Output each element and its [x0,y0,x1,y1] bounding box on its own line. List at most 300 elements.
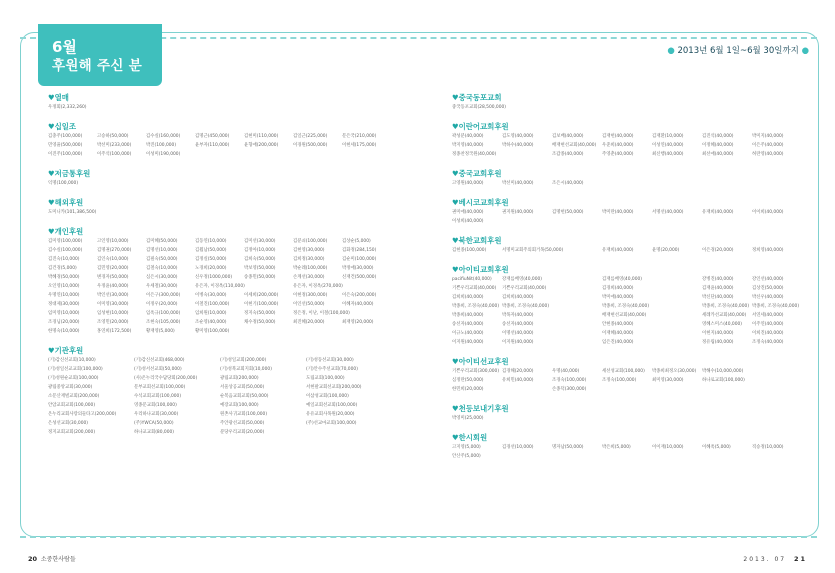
donor-entry: 도미니카(101,386,500) [48,210,97,215]
donor-entry: 문은국(210,000) [342,134,377,139]
donor-entry: 이병숙(30,000) [195,293,227,298]
section-heading: ♥기관후원 [48,346,84,355]
donor-entry: 김경희(40,000) [602,286,634,291]
donor-entry: (기)성북교회지회(10,000) [220,367,272,372]
donor-entry: 정대제(30,000) [48,302,80,307]
donor-entry: 송선자(40,000) [452,322,484,327]
donor-section [452,235,802,255]
donor-entry: 김수실(160,000) [146,134,181,139]
section-heading: ♥한시회원 [452,433,488,442]
section-heading: ♥베시코교회후원 [452,198,509,207]
donor-entry: 기쁜우리교회(40,000) [452,286,497,291]
donor-entry: 김건경(5,000) [48,266,77,271]
donor-entry: 신우정(1000,000) [195,275,233,280]
donor-entry: 조정숙(100,000) [602,378,637,383]
donor-section [452,168,802,188]
donor-entry: 김정아(10,000) [244,248,276,253]
donor-entry [652,311,702,320]
donor-entry [552,311,602,320]
donor-entry: 김재윤(40,000) [702,286,734,291]
donor-entry: 김재를배영(40,000) [602,277,642,282]
donor-entry: 최재영(20,000) [342,320,374,325]
donor-entry: 채수정(50,000) [244,320,276,325]
donor-entry: (기)성일교회(200,000) [220,358,267,363]
donor-entry: 우리하나교회(30,000) [134,412,179,417]
donor-entry [552,329,602,338]
donor-entry: 서명미교회주의회거목(50,000) [502,248,564,253]
section-heading: ♥저금통후원 [48,169,91,178]
donor-entry: 고지영(5,000) [452,445,481,450]
donor-entry [552,302,602,311]
donor-entry: 김현종(100,000) [452,248,487,253]
section-heading: ♥아이티선교후원 [452,357,509,366]
donor-entry [652,329,702,338]
donor-entry: 명자남(50,000) [552,445,584,450]
title-text: 후원해 주신 분 [52,58,143,74]
donor-entry: 임희원(10,000) [195,311,227,316]
donor-entry: 이희진(40,000) [752,331,784,336]
donor-entry: 조경숙(100,000) [552,378,587,383]
donor-entry: 박종희, 조경숙(40,000) [752,304,800,309]
donor-entry: 이명선(40,000) [502,331,534,336]
donor-entry: 우세철(30,000) [146,284,178,289]
left-column [48,92,393,446]
donor-entry [552,338,602,347]
donor-entry: 강재를배영(40,000) [502,277,542,282]
donor-list [452,179,802,188]
donor-entry: 박보영(50,000) [244,266,276,271]
donor-entry: 기쁜우리교회(40,000) [502,286,547,291]
donor-entry: 김진석(40,000) [702,134,734,139]
donor-entry: (사)온누리국수담당회(200,000) [134,376,198,381]
donor-entry: 박지영(40,000) [452,143,484,148]
section-heading: ♥이란어교회후원 [452,122,509,131]
donor-entry [652,320,702,329]
donor-entry: 예장교회(100,000) [220,403,259,408]
donor-entry: 최선애(40,000) [702,152,734,157]
donor-entry: 고인영(10,000) [97,239,129,244]
period-bullet-icon: ● [801,46,809,56]
donor-entry: 박미애(40,000) [602,295,634,300]
donor-entry: 조영민(20,000) [97,320,129,325]
donor-entry: 유희민(40,000) [502,378,534,383]
donor-entry [552,293,602,302]
donor-entry: 박종희, 조경숙(40,000) [702,304,750,309]
donor-entry: 이혜옥(5,000) [702,445,731,450]
donor-entry: 정희영(40,000) [752,248,784,253]
donor-entry: 우명(40,000) [552,369,580,374]
donor-entry: 원촌사귀교회(100,000) [220,412,268,417]
donor-entry: 김분쇠(100,000) [293,239,328,244]
donor-entry: 조갑종(40,000) [552,152,584,157]
donor-list [48,179,393,188]
donor-entry [502,150,552,159]
donor-entry: 박종희, 조경숙(40,000) [452,304,500,309]
donor-entry: 정종찬정국원(40,000) [452,152,497,157]
donor-entry: 임은진(40,000) [602,340,634,345]
section-heading: ♥천등보내기후원 [452,404,509,413]
donor-entry: 이재혜(40,000) [602,331,634,336]
bottom-dashed-border [20,536,817,538]
donor-entry: 이이희(40,000) [752,210,784,215]
donor-entry: 김현영(30,000) [293,248,325,253]
section-heading: ♥북한교회후원 [452,236,502,245]
donor-entry: 박미란(40,000) [602,210,634,215]
donor-entry: 심정란(50,000) [452,378,484,383]
donor-entry: 배재현선교회(40,000) [602,313,647,318]
donor-entry: 조은시(40,000) [552,181,584,186]
donor-entry: 이규노(40,000) [452,331,484,336]
donor-entry: 안암교회교회(100,000) [48,403,96,408]
donor-entry: 안산주(5,000) [452,454,481,459]
donor-entry: 김재환(10,000) [652,134,684,139]
donor-entry [552,246,602,255]
donor-entry: 이미영(30,000) [97,302,129,307]
donor-entry: 하나교교회(80,000) [134,430,174,435]
donor-entry [342,309,391,318]
donor-entry: 한민희(20,000) [452,387,484,392]
donor-entry: 최미영(30,000) [652,378,684,383]
donor-entry: 소문산재벌교회(200,000) [48,394,100,399]
donor-entry: 박혜경(50,000) [48,275,80,280]
donor-section [48,168,393,188]
donor-entry: 김경해(20,000) [502,369,534,374]
donor-entry: 윤부자(110,000) [195,143,230,148]
donor-entry: 정지숙(50,000) [244,311,276,316]
section-heading: ♥아이티교회후원 [452,265,509,274]
donor-entry: (기)성동선교회(30,000) [306,358,354,363]
donor-entry: 서연세(40,000) [752,313,784,318]
donor-entry: 세선성교회(100,000) [602,369,645,374]
donor-entry: 김경선(10,000) [502,445,534,450]
donor-entry: 이인선(50,000) [293,302,325,307]
donor-entry: 안현종(40,000) [602,322,634,327]
donor-entry: 황재영(5,000) [146,329,175,334]
donor-entry: 김순미(100,000) [342,257,377,262]
donor-entry: 김희희(40,000) [502,295,534,300]
donor-entry: 박순례(100,000) [293,266,328,271]
donor-entry: 김미혜(50,000) [146,239,178,244]
donor-entry: 김수실(100,000) [48,248,83,253]
donor-entry: 김재헌(40,000) [602,134,634,139]
donor-entry: 이성미(190,000) [146,152,181,157]
donor-entry [652,284,702,293]
donor-entry: 노경희(20,000) [195,266,227,271]
donor-entry: 도림교회(100,000) [306,376,345,381]
donor-entry: 영혜스미스(40,000) [702,322,742,327]
donor-entry: 우명연(10,000) [48,293,80,298]
donor-entry: 권미애(40,000) [452,210,484,215]
donor-entry: 김진숙(10,000) [48,257,80,262]
period-text: 2013년 6월 1일~6월 30일까지 [677,46,799,56]
title-box [38,24,162,86]
donor-entry: 이은경(20,000) [702,248,734,253]
donor-entry [652,293,702,302]
donor-section [452,432,802,461]
page-number-left: 20 [28,555,38,563]
donor-entry: 중국동포교회(28,500,000) [452,105,507,110]
donor-entry: 박선미(40,000) [502,181,534,186]
donor-entry: 윤형애(200,000) [244,143,279,148]
donor-entry: 민영율(500,000) [48,143,83,148]
donor-entry: 김충주(100,000) [48,134,83,139]
donor-entry: 이세희(200,000) [244,293,279,298]
donor-entry: 이현기(100,000) [244,302,279,307]
donor-list [452,414,802,423]
donor-entry: 김화정(284,150) [342,248,377,253]
donor-entry: 이이재(10,000) [652,445,684,450]
donor-entry: 유은자, 이경옥(110,000) [195,284,245,289]
donor-entry: 이정혜(40,000) [702,143,734,148]
page-number-right: 21 [793,555,807,563]
donor-entry: 김도영(40,000) [502,134,534,139]
footer-right [743,555,807,563]
donor-list [452,208,802,226]
donor-entry: (기)성서선교회(50,000) [134,367,182,372]
donor-entry: 김일근(225,000) [293,134,328,139]
donor-entry: 김희숙(50,000) [244,257,276,262]
donor-entry: (기)성일선교교회(100,000) [48,367,103,372]
donor-section [452,92,802,112]
donor-entry: 서울상공교회(50,000) [220,385,265,390]
donor-entry [502,385,552,394]
donor-entry: 신재건(500,000) [342,275,377,280]
donor-entry: 윤명(20,000) [652,248,680,253]
donor-entry: 박해수(10,000,000) [702,369,744,374]
donor-entry: 김정실(50,000) [195,257,227,262]
section-heading: ♥해외후원 [48,198,84,207]
donor-entry: 박신단(40,000) [702,295,734,300]
donor-entry: 박인선(30,000) [97,293,129,298]
donor-entry: 분당우리교회(20,000) [220,430,265,435]
donor-entry: 강인선(40,000) [752,277,784,282]
donor-entry: 박목자(40,000) [502,313,534,318]
donor-entry: 박신우(40,000) [752,295,784,300]
donor-entry: 조순영(40,000) [195,320,227,325]
donor-entry: 유유교회사목원(20,000) [306,412,355,417]
donor-entry: 조경님(20,000) [48,320,80,325]
donor-entry: 우준희(40,000) [602,143,634,148]
donor-entry: 박종희, 조경숙(40,000) [602,304,650,309]
donor-entry: 이진주(100,000) [48,152,83,157]
donor-entry: 순복음교회교회(50,000) [220,394,269,399]
donor-entry: 이지원(40,000) [502,340,534,345]
donor-entry: 김현미(110,000) [244,134,279,139]
donor-entry: (기)감신선교회(468,000) [134,358,185,363]
donor-entry: 이은구(300,000) [146,293,181,298]
donor-entry: 박영미(25,000) [452,416,484,421]
donor-list [452,103,802,112]
donor-list [48,132,393,159]
donor-entry: 세례카선교회(40,000) [702,313,747,318]
donor-entry: 고영원(40,000) [452,181,484,186]
donor-entry: 허란영(40,000) [752,152,784,157]
donor-entry: 김미영(100,000) [48,239,83,244]
donor-entry: 박종희, 조경숙(40,000) [502,304,550,309]
donor-entry: 정지교회교회(200,000) [48,430,96,435]
donor-list [452,275,802,347]
donor-entry: 김월남(50,000) [195,248,227,253]
donor-entry: 조정숙(40,000) [752,340,784,345]
donor-entry: 이성희(40,000) [452,219,484,224]
section-heading: ♥중국동포교회 [452,93,502,102]
donor-section [452,403,802,423]
donor-entry: 이주석(100,000) [97,152,132,157]
donor-entry: 김철숙(10,000) [146,266,178,271]
donor-list [452,246,802,255]
section-heading: ♥십일조 [48,122,77,131]
donor-entry: 김명선(10,000) [146,248,178,253]
title-month: 6월 [52,38,77,56]
donor-entry: 기쁜우리교회(300,000) [452,369,500,374]
donor-entry: 서현팔교회선교회(200,000) [306,385,362,390]
donor-section [452,356,802,394]
donor-entry: 임성현(10,000) [97,311,129,316]
donor-section [48,92,393,112]
donor-entry: 이은숙(200,000) [342,293,377,298]
donor-entry: 고승하(50,000) [97,134,129,139]
donor-entry: 손계선(30,000) [293,275,325,280]
donor-entry: 곽성분(40,000) [452,134,484,139]
section-heading: ♥열매 [48,93,69,102]
donor-entry: 임옥규(100,000) [146,311,181,316]
donor-entry: 수석교회교회(100,000) [134,394,182,399]
donor-entry: 문부교회선교회(100,000) [134,385,186,390]
donor-entry: 이지원(40,000) [452,340,484,345]
donor-entry: 이성연(40,000) [652,143,684,148]
donor-entry: 송종민(50,000) [244,275,276,280]
donor-entry [552,284,602,293]
donor-entry [306,428,392,437]
donor-entry: 이현정(300,000) [293,293,328,298]
section-heading: ♥개인후원 [48,227,84,236]
donor-section [48,121,393,159]
donor-entry [652,302,702,311]
donor-entry [552,320,602,329]
donor-entry: 송선자(40,000) [502,322,534,327]
donor-entry: 김상진(50,000) [752,286,784,291]
donor-entry [652,275,702,284]
donor-entry: 우정회(2,332,260) [48,105,87,110]
donor-entry: (기)성원순교회(100,000) [48,376,99,381]
donor-entry: 은성선교회(30,000) [48,421,88,426]
donor-entry: 강병진(40,000) [702,277,734,282]
donor-entry: 이은주(40,000) [752,143,784,148]
donor-entry: 이철진(100,000) [195,302,230,307]
donor-entry: 심은시(30,000) [146,275,178,280]
donor-entry: 손종덕(300,000) [552,387,587,392]
donor-entry: 황미영(100,000) [195,329,230,334]
donor-entry: 이혜자(40,000) [342,302,374,307]
donor-section [452,264,802,347]
donor-entry: 김인숙(10,000) [97,257,129,262]
donor-entry: 예일교회선교회(100,000) [306,403,358,408]
donor-entry: 박진(100,000) [146,143,177,148]
donor-entry: 온누리교회사랑의둘타고(200,000) [48,412,117,417]
period-label [667,44,809,56]
right-column [452,92,802,470]
donor-entry: 우정윤(40,000) [97,284,129,289]
donor-entry: 이현세(175,000) [342,143,377,148]
donor-entry: 오인영(10,000) [48,284,80,289]
donor-entry: 주안광선교회(50,000) [220,421,265,426]
donor-entry: 주영춘(40,000) [602,152,634,157]
donor-entry: 이정우(20,000) [146,302,178,307]
donor-entry: 정은정, 이난, 이철(100,000) [293,311,350,316]
donor-entry: 박종희(40,000) [452,313,484,318]
donor-entry: 광림중앙교회(30,000) [48,385,93,390]
donor-entry: 직승정(10,000) [752,445,784,450]
donor-entry: 이주연(40,000) [752,322,784,327]
donor-entry: 김민영(20,000) [97,266,129,271]
footer-left-text: 소중한사람들 [40,556,76,563]
donor-section [48,226,393,336]
donor-section [48,345,393,437]
donor-entry: 이경원(500,000) [293,143,328,148]
donor-entry: 박미지(40,000) [752,134,784,139]
donor-entry: 권지원(40,000) [502,210,534,215]
donor-entry [752,367,802,376]
donor-entry: 서명선(40,000) [652,210,684,215]
donor-entry: 김동연(10,000) [195,239,227,244]
section-heading: ♥중국교회후원 [452,169,502,178]
donor-entry: 한명숙(10,000) [48,329,80,334]
donor-entry: 박하수(40,000) [502,143,534,148]
donor-entry: 배재현선교회(40,000) [552,143,597,148]
donor-entry [244,282,293,291]
donor-list [48,356,393,437]
donor-entry [552,275,602,284]
donor-entry [752,376,802,385]
donor-entry: (주)YWCA(50,000) [134,421,174,426]
donor-entry: 홍연희(172,500) [97,329,132,334]
donor-entry: 김보배(40,000) [552,134,584,139]
donor-entry: 하나로교회(100,000) [702,378,745,383]
footer-left [28,554,76,563]
donor-section [48,197,393,217]
donor-entry: 김명권(270,000) [97,248,132,253]
donor-list [48,237,393,336]
donor-entry: 박종희최정오(30,000) [652,369,697,374]
donor-section [452,121,802,159]
donor-entry: (기)안수주선교회(70,000) [306,367,358,372]
donor-entry: 김명헌(50,000) [552,210,584,215]
donor-entry: 변경자(50,000) [97,275,129,280]
donor-list [452,367,802,394]
donor-list [48,208,393,217]
donor-entry: 광림교회(200,000) [220,376,259,381]
donor-entry: 익명(100,000) [48,181,79,186]
donor-entry: 이현지(40,000) [702,331,734,336]
donor-list [48,103,393,112]
donor-section [452,197,802,226]
donor-entry: (주)선교마교회(100,000) [306,421,357,426]
donor-entry: 임미영(10,000) [48,311,80,316]
donor-entry: 박정애(30,000) [342,266,374,271]
donor-entry: (기)감신선교회(10,000) [48,358,96,363]
donor-entry [342,282,391,291]
donor-entry: 김희희(40,000) [452,295,484,300]
footer-right-text: 2013. 07 [743,556,787,563]
donor-entry: 최진혜(20,000) [293,320,325,325]
donor-entry [652,338,702,347]
donor-entry: 유재희(40,000) [602,248,634,253]
donor-entry: 이삼성교회(100,000) [306,394,349,399]
donor-entry: 김미선(30,000) [244,239,276,244]
donor-entry: 김필숙(50,000) [146,257,178,262]
donor-list [452,443,802,461]
donor-list [452,132,802,159]
